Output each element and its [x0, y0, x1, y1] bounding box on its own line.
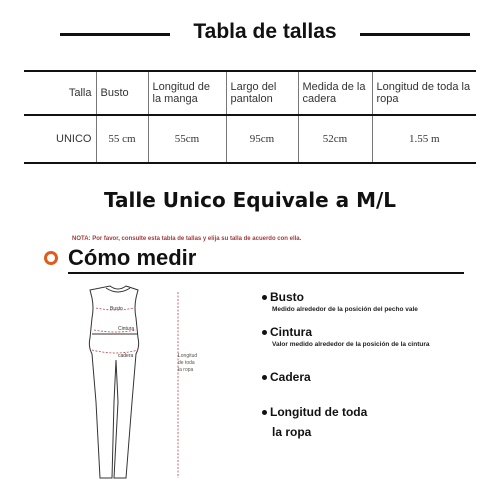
- side-label-line: de toda: [178, 360, 195, 366]
- measure-cadera: [262, 370, 311, 384]
- measure-cintura: [262, 325, 430, 348]
- title-block: [60, 18, 470, 48]
- header-cell-busto: Busto: [96, 71, 148, 115]
- cell-pantalon: 95cm: [226, 115, 298, 163]
- header-cell-cadera: Medida de la cadera: [298, 71, 372, 115]
- table-row: [24, 115, 476, 163]
- header-cell-manga: Longitud de la manga: [148, 71, 226, 115]
- header-cell-talla: Talla: [24, 71, 96, 115]
- measure-title: Cintura: [270, 325, 312, 339]
- figure-label-busto: Busto: [110, 306, 123, 312]
- measure-title: Cadera: [270, 370, 311, 384]
- body-figure: [86, 282, 226, 482]
- como-medir-title: Cómo medir: [68, 245, 197, 270]
- bullet-icon: [262, 330, 267, 335]
- ring-icon: [44, 251, 58, 265]
- cell-longitud: 1.55 m: [372, 115, 476, 163]
- bullet-icon: [262, 375, 267, 380]
- page-title: Tabla de tallas: [193, 20, 337, 43]
- header-cell-longitud: Longitud de toda la ropa: [372, 71, 476, 115]
- measure-title: Longitud de toda: [270, 405, 368, 419]
- measure-title-cont: la ropa: [272, 425, 312, 439]
- bullet-icon: [262, 410, 267, 415]
- jumpsuit-outline-icon: [86, 282, 226, 482]
- bullet-icon: [262, 295, 267, 300]
- size-table: [24, 70, 476, 164]
- measure-title: Busto: [270, 290, 304, 304]
- figure-label-cintura: Cintura: [118, 326, 135, 332]
- measure-desc: Valor medido alrededor de la posición de la cintura: [272, 341, 430, 348]
- side-label-line: Longitud: [178, 353, 198, 359]
- note-text: NOTA: Por favor, consulte esta tabla de tallas y elija su talla de acuerdo con ella.: [72, 236, 302, 242]
- table-header-row: [24, 71, 476, 115]
- figure-side-label: [178, 353, 197, 374]
- title-rule-right: [360, 33, 470, 36]
- side-label-line: la ropa: [178, 367, 194, 373]
- talle-unico-heading: Talle Unico Equivale a M/L: [103, 188, 397, 212]
- header-cell-pantalon: Largo del pantalon: [226, 71, 298, 115]
- cell-busto: 55 cm: [96, 115, 148, 163]
- cell-manga: 55cm: [148, 115, 226, 163]
- como-medir-rule: [68, 272, 464, 274]
- measure-desc: Medido alrededor de la posición del pecho vale: [272, 306, 418, 313]
- measure-busto: [262, 290, 418, 313]
- cell-cadera: 52cm: [298, 115, 372, 163]
- cell-talla: UNICO: [24, 115, 96, 163]
- como-medir-header: [44, 245, 464, 275]
- figure-label-cadera: cadera: [118, 353, 134, 359]
- measure-longitud: [262, 405, 367, 439]
